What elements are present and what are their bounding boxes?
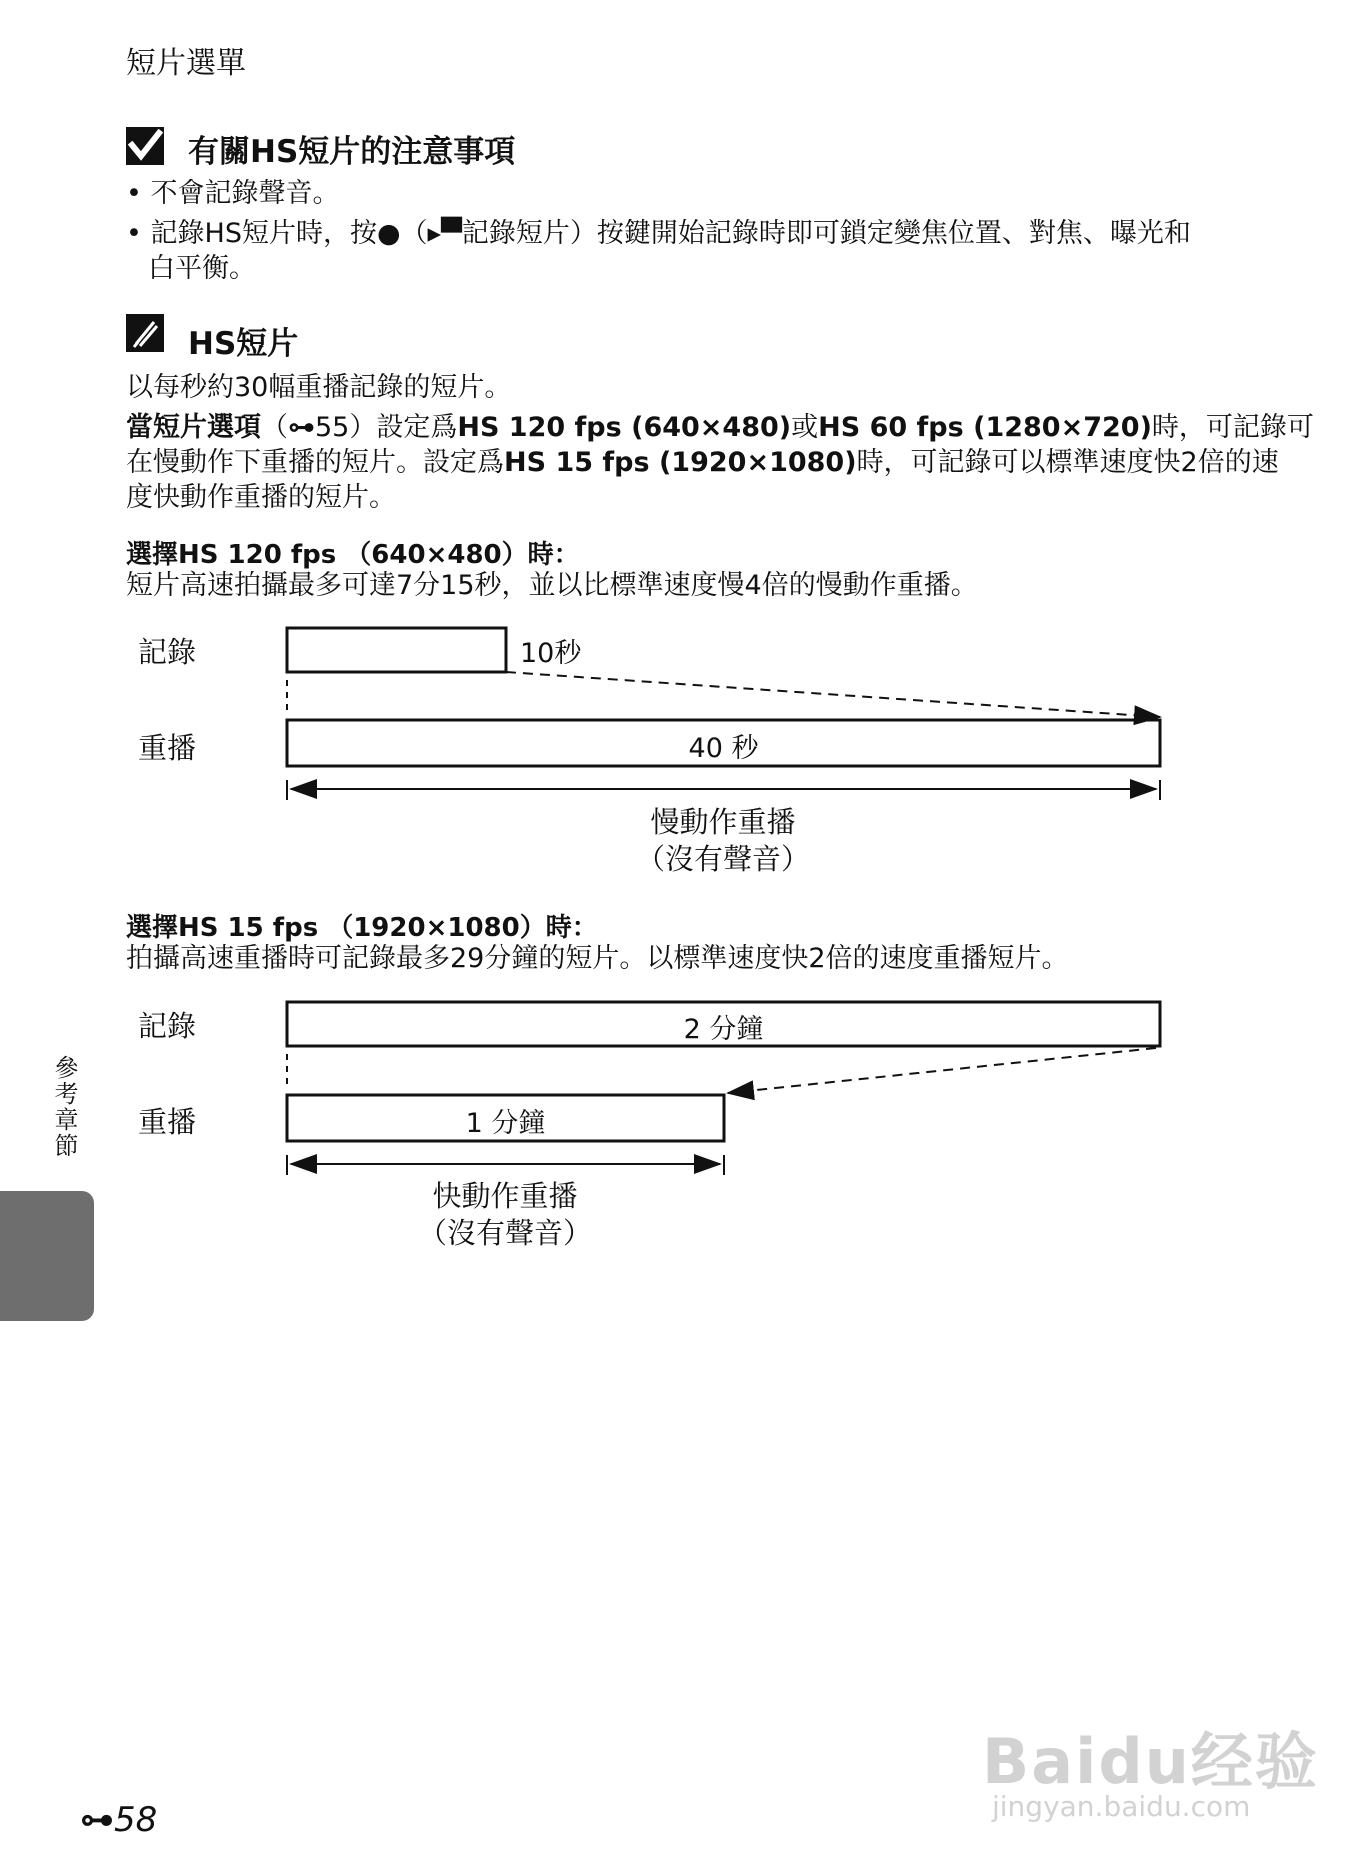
note-section-title: 有關HS短片的注意事項 — [188, 134, 516, 170]
bullet-dot: • — [126, 218, 142, 249]
case2-heading: 選擇HS 15 fps （1920×1080）時： — [126, 913, 598, 943]
chapter-tab — [0, 1191, 94, 1321]
case1-caption-line2: （沒有聲音） — [635, 842, 810, 876]
case2-description: 拍攝高速重播時可記錄最多29分鐘的短片。以標準速度快2倍的速度重播短片。 — [126, 943, 1069, 974]
case1-caption — [523, 804, 923, 878]
hs-para2-line1: 當短片選項（⊶55）設定爲HS 120 fps (640×480)或HS 60 fps (1280×720)時，可記錄可 — [126, 412, 1314, 443]
note-bullet-2-text: 記錄HS短片時，按●（▸▀記錄短片）按鍵開始記錄時即可鎖定變焦位置、對焦、曝光和 — [150, 218, 1191, 249]
page-number-value: 58 — [114, 1800, 158, 1840]
case1-playback-label: 重播 — [138, 731, 197, 765]
watermark-logo-text: Baidu经验 — [982, 1725, 1319, 1798]
page-number — [80, 1800, 157, 1840]
case1-playback-value: 40 秒 — [688, 733, 759, 764]
case2-playback-value: 1 分鐘 — [465, 1108, 546, 1139]
case1-record-value: 10秒 — [520, 638, 582, 669]
case2-caption — [305, 1178, 705, 1252]
menu-term: 當短片選項 — [126, 412, 261, 443]
hs-section-title: HS短片 — [188, 326, 299, 362]
case1-record-bar — [287, 628, 506, 672]
case1-heading: 選擇HS 120 fps （640×480）時： — [126, 540, 580, 570]
hs-para1: 以每秒約30幅重播記錄的短片。 — [126, 372, 512, 403]
case2-playback-label: 重播 — [138, 1105, 197, 1139]
page-header-title: 短片選單 — [126, 46, 246, 81]
case2-record-label: 記錄 — [138, 1009, 197, 1043]
case2-record-value: 2 分鐘 — [683, 1014, 764, 1045]
hs-para2-line3: 度快動作重播的短片。 — [126, 482, 396, 513]
hs-para2-line2: 在慢動作下重播的短片。設定爲HS 15 fps (1920×1080)時，可記錄可以標準速度快2倍的速 — [126, 447, 1279, 478]
bullet-dot: • — [126, 178, 142, 209]
reference-icon: ⊶ — [288, 412, 315, 443]
note-bullet-1-text: 不會記錄聲音。 — [150, 178, 340, 209]
reference-icon: ⊶ — [80, 1800, 114, 1840]
case1-description: 短片高速拍攝最多可達7分15秒，並以比標準速度慢4倍的慢動作重播。 — [126, 570, 978, 601]
chapter-side-label: 參考章節 — [50, 1055, 78, 1159]
case1-record-label: 記錄 — [138, 635, 197, 669]
case2-caption-line2: （沒有聲音） — [417, 1216, 592, 1250]
case2-compress-arrow — [728, 1048, 1156, 1093]
watermark-url: jingyan.baidu.com — [992, 1790, 1251, 1823]
case1-stretch-arrow — [506, 672, 1160, 717]
case1-caption-line1: 慢動作重播 — [650, 805, 796, 839]
page-ref: 55 — [315, 412, 350, 443]
case2-caption-line1: 快動作重播 — [432, 1179, 578, 1213]
note-bullet-2-cont: 白平衡。 — [148, 253, 256, 284]
